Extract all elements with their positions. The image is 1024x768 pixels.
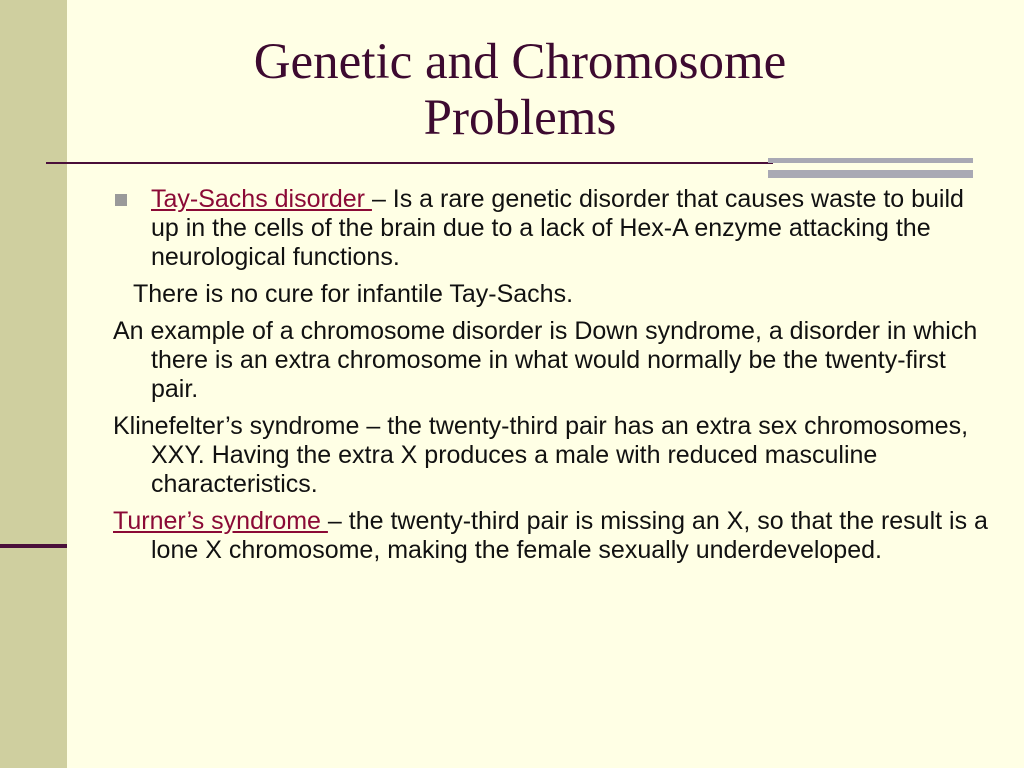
slide-body (113, 185, 993, 573)
turner-link[interactable]: Turner’s syndrome (113, 507, 328, 535)
title-divider-bar-top (768, 158, 973, 163)
turner-paragraph (113, 507, 993, 565)
slide-title-line-1: Genetic and Chromosome (253, 34, 787, 90)
slide-title-line-2: Problems (423, 90, 617, 146)
down-syndrome-paragraph: An example of a chromosome disorder is Down syndrome, a disorder in which there is an extra chromosome in what would normally be the twenty-first pair. (113, 317, 978, 403)
title-divider-bar-bottom (768, 170, 973, 178)
left-band-accent-line (0, 544, 67, 548)
title-divider-line (46, 162, 773, 164)
tay-sachs-text: – Is a rare genetic disorder that causes waste to build up in the cells of the brain due to a lack of Hex-A enzyme attacking the neurological functions. (151, 185, 964, 271)
square-bullet-icon (115, 194, 127, 206)
tay-sachs-paragraph (113, 185, 993, 272)
left-decorative-band (0, 0, 67, 768)
klinefelter-paragraph: Klinefelter’s syndrome – the twenty-third pair has an extra sex chromosomes, XXY. Having the extra X produces a male with reduced masculine characteristics. (113, 412, 969, 498)
turner-text: – the twenty-third pair is missing an X, so that the result is a lone X chromosome, making the female sexually underdeveloped. (151, 507, 988, 564)
slide-title (120, 34, 920, 146)
tay-sachs-link[interactable]: Tay-Sachs disorder (151, 185, 372, 213)
no-cure-line: There is no cure for infantile Tay-Sachs. (133, 280, 574, 308)
